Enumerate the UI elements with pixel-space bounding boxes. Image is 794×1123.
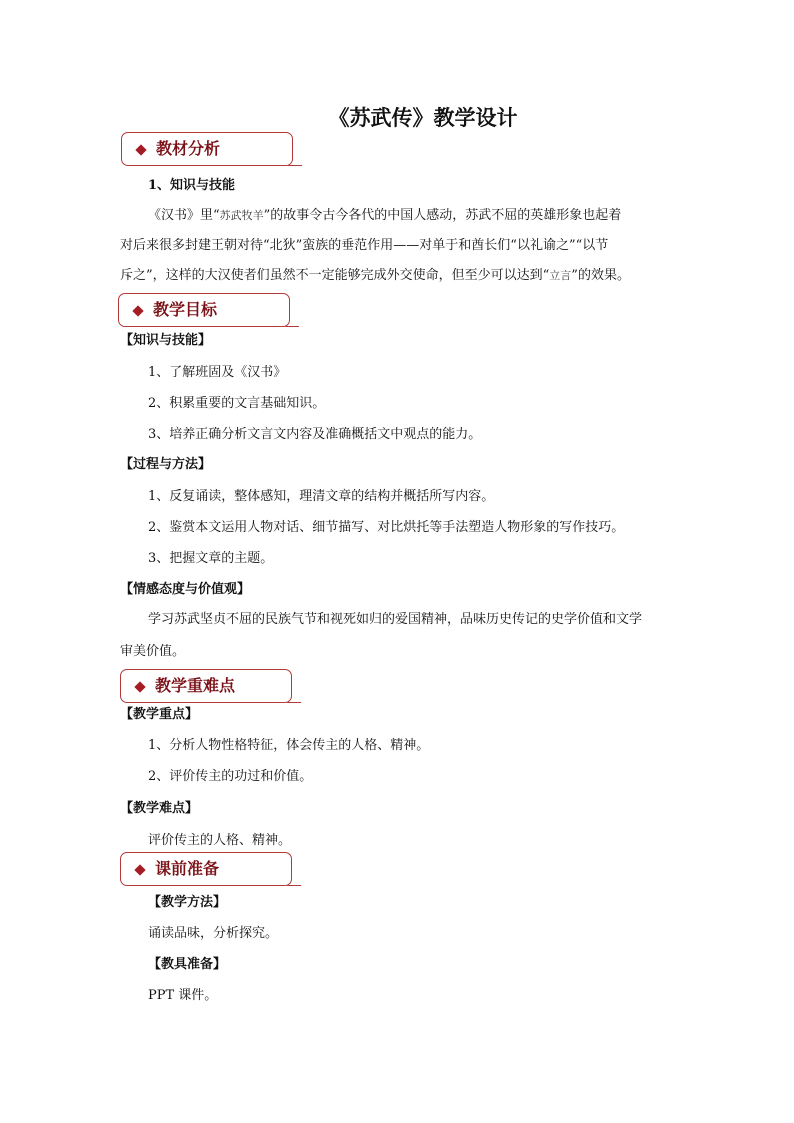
section-header-preparation [120, 852, 292, 886]
section-label: 教材分析 [156, 139, 221, 158]
paragraph-line [148, 204, 621, 228]
text-span: ”的效果。 [571, 268, 630, 283]
text-span: 《汉书》里“ [148, 208, 220, 223]
text-span: 立言 [549, 269, 572, 282]
tools-text: PPT 课件。 [148, 988, 218, 1003]
section-header-key-difficult [120, 669, 292, 703]
list-item: 2、鉴赏本文运用人物对话、细节描写、对比烘托等手法塑造人物形象的写作技巧。 [148, 520, 625, 535]
section-label: 教学重难点 [155, 676, 236, 695]
diamond-icon [134, 864, 145, 875]
list-item: 1、分析人物性格特征，体会传主的人格、精神。 [148, 738, 430, 753]
list-item: 3、把握文章的主题。 [148, 551, 274, 566]
section-header-textbook-analysis [121, 132, 293, 166]
diamond-icon [134, 681, 145, 692]
paragraph-line: 审美价值。 [120, 644, 186, 659]
section-header-teaching-goals [118, 293, 290, 327]
diamond-icon [135, 144, 146, 155]
method-text: 诵读品味，分析探究。 [148, 926, 279, 941]
difficult-text: 评价传主的人格、精神。 [148, 833, 292, 848]
list-item: 3、培养正确分析文言文内容及准确概括文中观点的能力。 [148, 427, 482, 442]
paragraph-line: 学习苏武坚贞不屈的民族气节和视死如归的爱国精神，品味历史传记的史学价值和文学 [148, 612, 643, 627]
section-label: 教学目标 [153, 300, 218, 319]
section-label: 课前准备 [155, 859, 220, 878]
text-span: 苏武牧羊 [219, 209, 264, 222]
subheading-knowledge-skills: 1、知识与技能 [148, 178, 236, 193]
diamond-icon [132, 305, 143, 316]
list-item: 2、评价传主的功过和价值。 [148, 769, 313, 784]
list-item: 2、积累重要的文言基础知识。 [148, 396, 326, 411]
page-title: 《苏武传》教学设计 [328, 105, 518, 130]
heading-teaching-method: 【教学方法】 [148, 895, 227, 910]
heading-process-methods: 【过程与方法】 [120, 457, 212, 472]
heading-difficult-points: 【教学难点】 [120, 801, 199, 816]
heading-teaching-tools: 【教具准备】 [148, 957, 227, 972]
paragraph-line: 对后来很多封建王朝对待“北狄”蛮族的垂范作用——对单于和酋长们“以礼谕之”“以节 [120, 238, 609, 253]
paragraph-line [120, 264, 630, 288]
text-span: 斥之”，这样的大汉使者们虽然不一定能够完成外交使命，但至少可以达到“ [120, 268, 550, 283]
list-item: 1、反复诵读，整体感知，理清文章的结构并概括所写内容。 [148, 489, 495, 504]
list-item: 1、了解班固及《汉书》 [148, 365, 287, 380]
heading-emotion-values: 【情感态度与价值观】 [120, 582, 251, 597]
heading-knowledge-skills: 【知识与技能】 [120, 333, 212, 348]
heading-key-points: 【教学重点】 [120, 707, 199, 722]
text-span: ”的故事令古今各代的中国人感动，苏武不屈的英雄形象也起着 [263, 208, 622, 223]
